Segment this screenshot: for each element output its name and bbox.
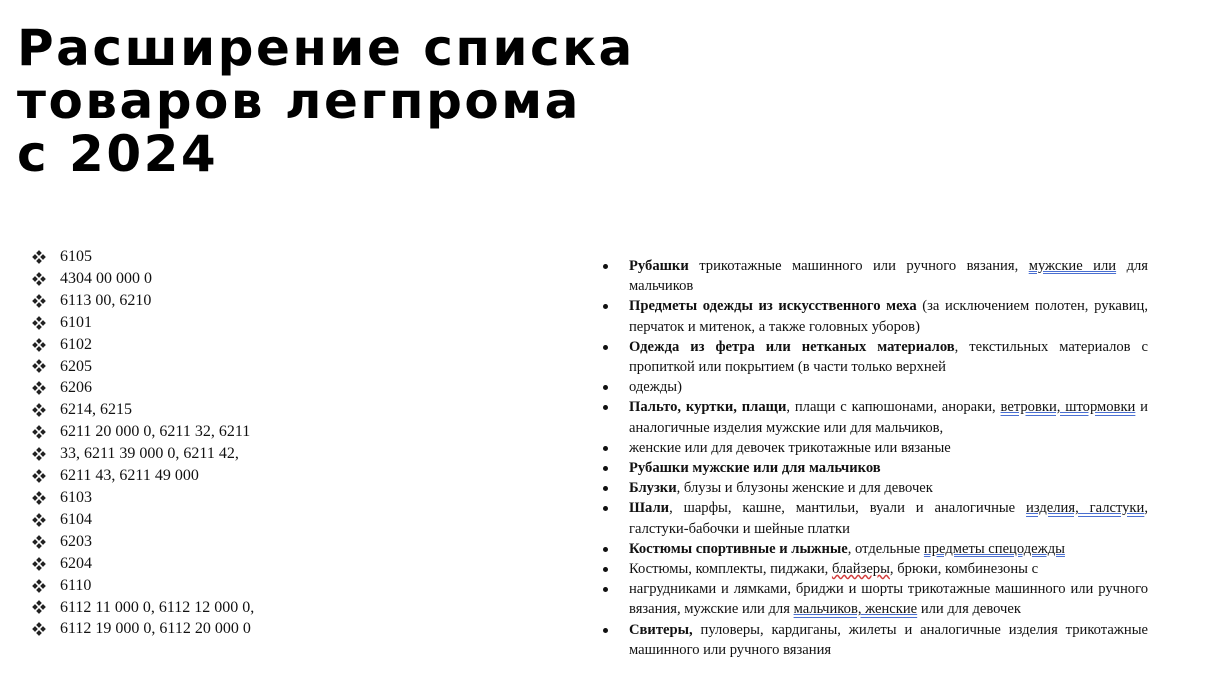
diamond-bullet-icon (33, 338, 60, 352)
code-list-item (33, 312, 254, 334)
product-list-item (600, 539, 1148, 559)
diamond-bullet-icon (33, 622, 60, 636)
title-line: товаров легпрома (17, 72, 581, 130)
item-text: , плащи с капюшонами, анораки, (786, 399, 1001, 416)
code-list-item (33, 618, 254, 640)
diamond-bullet-icon (33, 469, 60, 483)
diamond-bullet-icon (33, 294, 60, 308)
code-text: 6113 00, 6210 (60, 291, 152, 309)
grammar-underlined-text: предметы спецодежды (923, 540, 1065, 557)
code-text: 6101 (60, 313, 92, 331)
item-text: нагрудниками и лямками, бриджи и шорты трикотажные машинного или ручного вязания, мужские или для (629, 581, 1148, 618)
item-text: трикотажные машинного или ручного вязания, (688, 258, 1029, 274)
item-text: , текстильных материалов с пропиткой или покрытием (в части только верхней (629, 338, 1148, 376)
code-text: 33, 6211 39 000 0, 6211 42, (60, 445, 239, 463)
diamond-bullet-icon (33, 250, 60, 264)
code-list-item (33, 334, 254, 356)
product-list-item (600, 397, 1148, 437)
code-text: 6105 (60, 248, 92, 265)
item-heading: Предметы одежды из искусственного меха (629, 298, 917, 315)
code-list-item (33, 531, 254, 553)
code-list-item (33, 553, 254, 575)
code-text: 6112 19 000 0, 6112 20 000 0 (60, 620, 251, 638)
item-heading: Шали (629, 500, 670, 517)
product-list-item (600, 579, 1148, 619)
item-text: , отдельные (847, 540, 924, 557)
diamond-bullet-icon (33, 316, 60, 330)
item-text: или для девочек (917, 601, 1021, 618)
code-list-item (33, 597, 254, 619)
item-text: пуловеры, кардиганы, жилеты и аналогичные изделия трикотажные машинного или ручного вязания (629, 621, 1148, 658)
item-text: одежды) (629, 379, 682, 396)
spelling-underlined-text: блайзеры (831, 561, 890, 578)
diamond-bullet-icon (33, 425, 60, 439)
diamond-bullet-icon (33, 359, 60, 373)
title-line: Расширение списка (17, 19, 635, 77)
item-text: и аналогичные изделия мужские или для мальчиков, (629, 399, 1148, 436)
code-text: 6211 43, 6211 49 000 (60, 467, 199, 485)
code-list-item (33, 465, 254, 487)
item-heading: Костюмы спортивные и лыжные (629, 540, 848, 557)
grammar-underlined-text: ветровки, штормовки (1000, 399, 1136, 416)
code-list-item (33, 575, 254, 597)
diamond-bullet-icon (33, 579, 60, 593)
code-text: 6205 (60, 357, 92, 375)
item-heading: Блузки (629, 480, 677, 497)
item-heading: Рубашки мужские или для мальчиков (629, 460, 881, 477)
code-text: 6214, 6215 (60, 401, 132, 419)
code-text: 6203 (60, 532, 92, 550)
diamond-bullet-icon (33, 513, 60, 527)
item-text: для мальчиков (629, 258, 1148, 295)
code-text: 6206 (60, 379, 92, 397)
diamond-bullet-icon (33, 447, 60, 461)
page-title (17, 19, 657, 183)
code-list-item (33, 443, 254, 465)
product-list-item (600, 620, 1148, 660)
code-list-item (33, 509, 254, 531)
code-list-item (33, 487, 254, 509)
product-list-item (600, 559, 1148, 579)
item-heading: Рубашки (629, 258, 689, 274)
code-text: 4304 00 000 0 (60, 269, 152, 287)
item-text: , брюки, комбинезоны с (889, 561, 1039, 578)
code-text: 6102 (60, 335, 92, 353)
product-list-item (600, 458, 1148, 478)
code-list (33, 246, 254, 640)
grammar-underlined-text: мальчиков, женские (793, 601, 918, 618)
item-text: , галстуки-бабочки и шейные платки (629, 500, 1148, 537)
product-list-item (600, 337, 1148, 377)
code-text: 6112 11 000 0, 6112 12 000 0, (60, 598, 255, 616)
code-list-item (33, 421, 254, 443)
code-text: 6103 (60, 488, 92, 506)
product-list-item (600, 256, 1148, 296)
diamond-bullet-icon (33, 381, 60, 395)
item-text: , шарфы, кашне, мантильи, вуали и аналогичные (669, 500, 1027, 517)
diamond-bullet-icon (33, 403, 60, 417)
item-text: (за исключением полотен, рукавиц, перчаток и митенок, а также головных уборов) (629, 298, 1149, 335)
title-line: с 2024 (17, 125, 219, 183)
code-list-item (33, 377, 254, 399)
code-list-item (33, 356, 254, 378)
grammar-underlined-text: мужские или (1028, 258, 1117, 274)
diamond-bullet-icon (33, 600, 60, 614)
product-list-item (600, 438, 1148, 458)
diamond-bullet-icon (33, 491, 60, 505)
product-list-item (600, 377, 1148, 397)
diamond-bullet-icon (33, 535, 60, 549)
code-list-item (33, 246, 254, 268)
code-list-item (33, 399, 254, 421)
code-text: 6104 (60, 510, 92, 528)
product-list-item (600, 296, 1148, 336)
item-heading: Свитеры, (629, 621, 693, 638)
product-list (600, 256, 1148, 660)
code-text: 6110 (60, 576, 92, 594)
product-list-item (600, 498, 1148, 538)
item-text: , блузы и блузоны женские и для девочек (676, 480, 933, 497)
code-text: 6204 (60, 554, 92, 572)
grammar-underlined-text: изделия, галстуки (1026, 500, 1145, 517)
product-list-item (600, 478, 1148, 498)
code-list-item (33, 268, 254, 290)
diamond-bullet-icon (33, 557, 60, 571)
item-text: Костюмы, комплекты, пиджаки, (629, 561, 832, 578)
code-list-item (33, 290, 254, 312)
code-text: 6211 20 000 0, 6211 32, 6211 (60, 423, 251, 441)
diamond-bullet-icon (33, 272, 60, 286)
item-text: женские или для девочек трикотажные или вязаные (629, 439, 951, 456)
item-heading: Пальто, куртки, плащи (629, 399, 787, 416)
item-heading: Одежда из фетра или нетканых материалов (629, 338, 955, 355)
